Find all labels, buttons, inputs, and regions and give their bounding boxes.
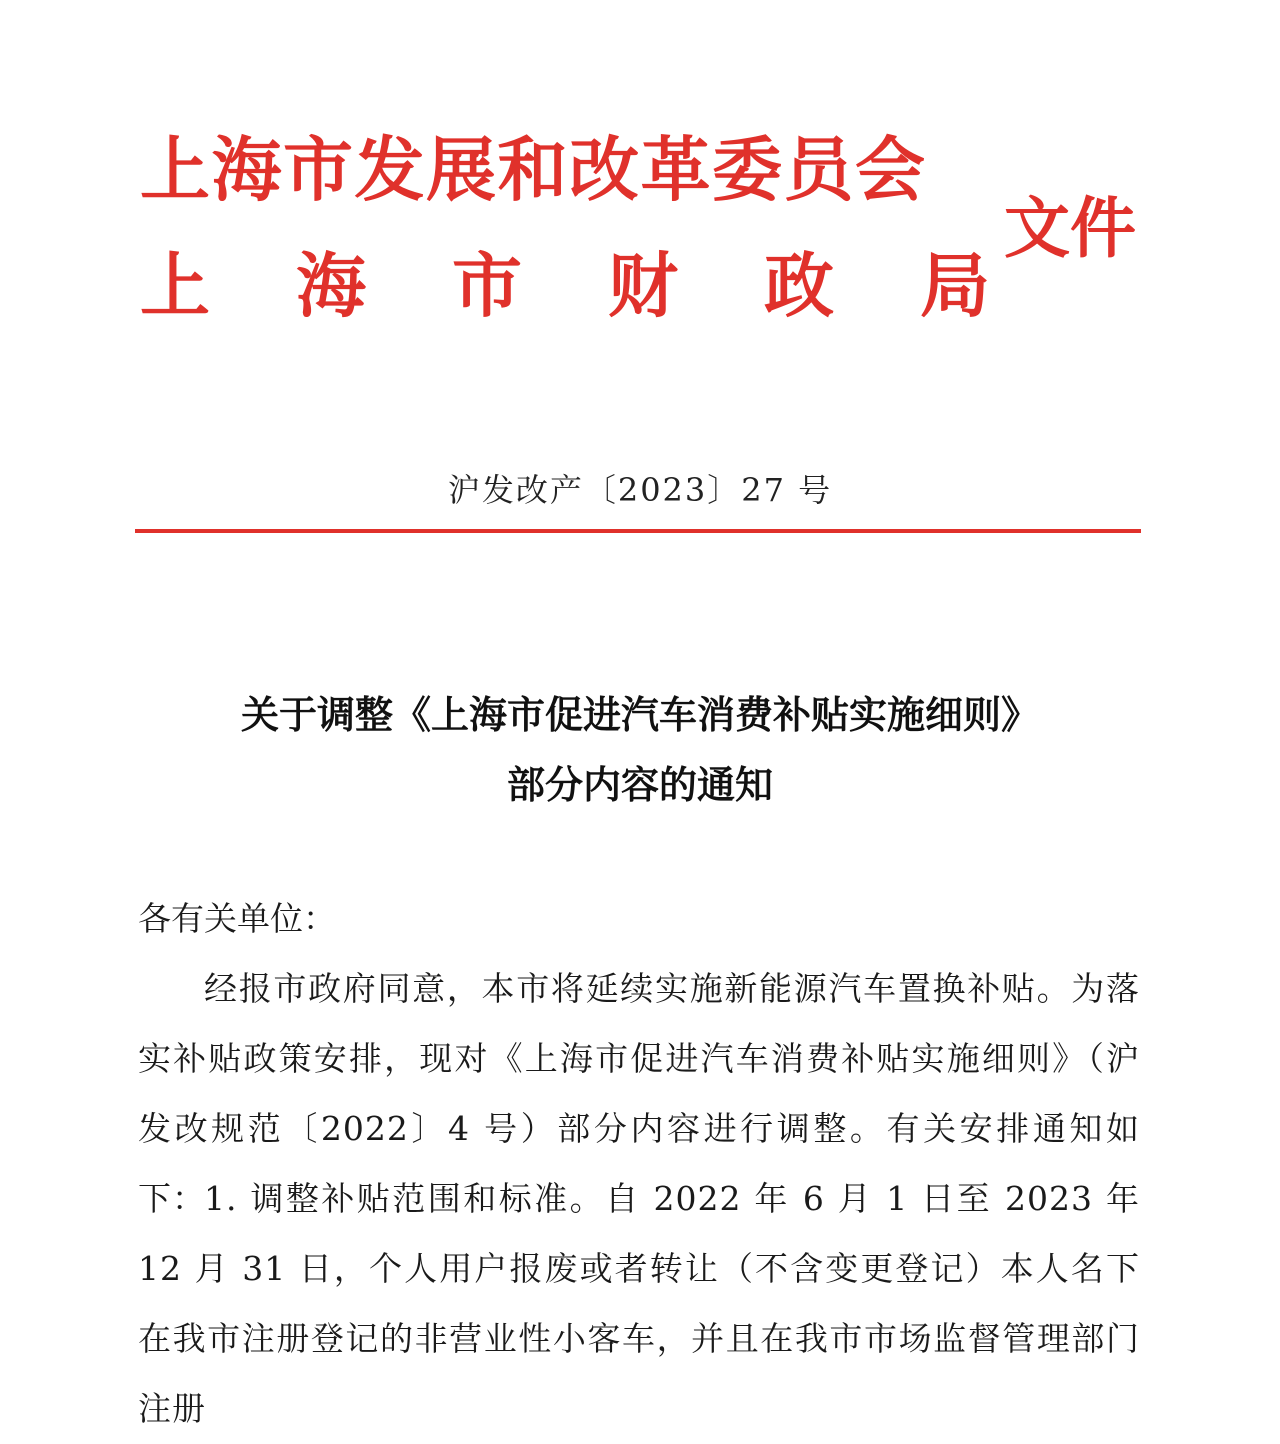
salutation: 各有关单位： <box>138 899 336 938</box>
issuer-char: 市 <box>452 244 522 327</box>
notice-title-line1: 关于调整《上海市促进汽车消费补贴实施细则》 <box>240 692 1039 737</box>
document-number: 沪发改产〔2023〕27 号 <box>447 471 833 509</box>
issuer-char: 上 <box>140 244 210 327</box>
notice-title-line2: 部分内容的通知 <box>506 762 773 807</box>
issuer-char: 财 <box>608 244 678 327</box>
issuer-char: 海 <box>296 244 366 327</box>
issuer-char: 政 <box>764 244 834 327</box>
document-type-label: 文件 <box>1004 189 1136 267</box>
body-paragraph: 1. 调整补贴范围和标准。自 2022 年 6 月 1 日至 2023 年 12 月 31 日，个人用户报废或者转让（不含变更登记）本人名下在我市注册登记的非营业性小客车，并且在我市市场监督管理部门注册 <box>138 1179 1140 1428</box>
issuer-ndrc: 上海市发展和改革委员会 <box>140 128 927 211</box>
issuer-char: 局 <box>920 244 990 327</box>
issuer-finance-bureau <box>140 244 990 328</box>
letterhead-divider <box>135 529 1141 533</box>
body-paragraph: 经报市政府同意，本市将延续实施新能源汽车置换补贴。为落实补贴政策安排，现对《上海市促进汽车消费补贴实施细则》（沪发改规范〔2022〕4 号）部分内容进行调整。有关安排通知如下： <box>138 969 1140 1218</box>
